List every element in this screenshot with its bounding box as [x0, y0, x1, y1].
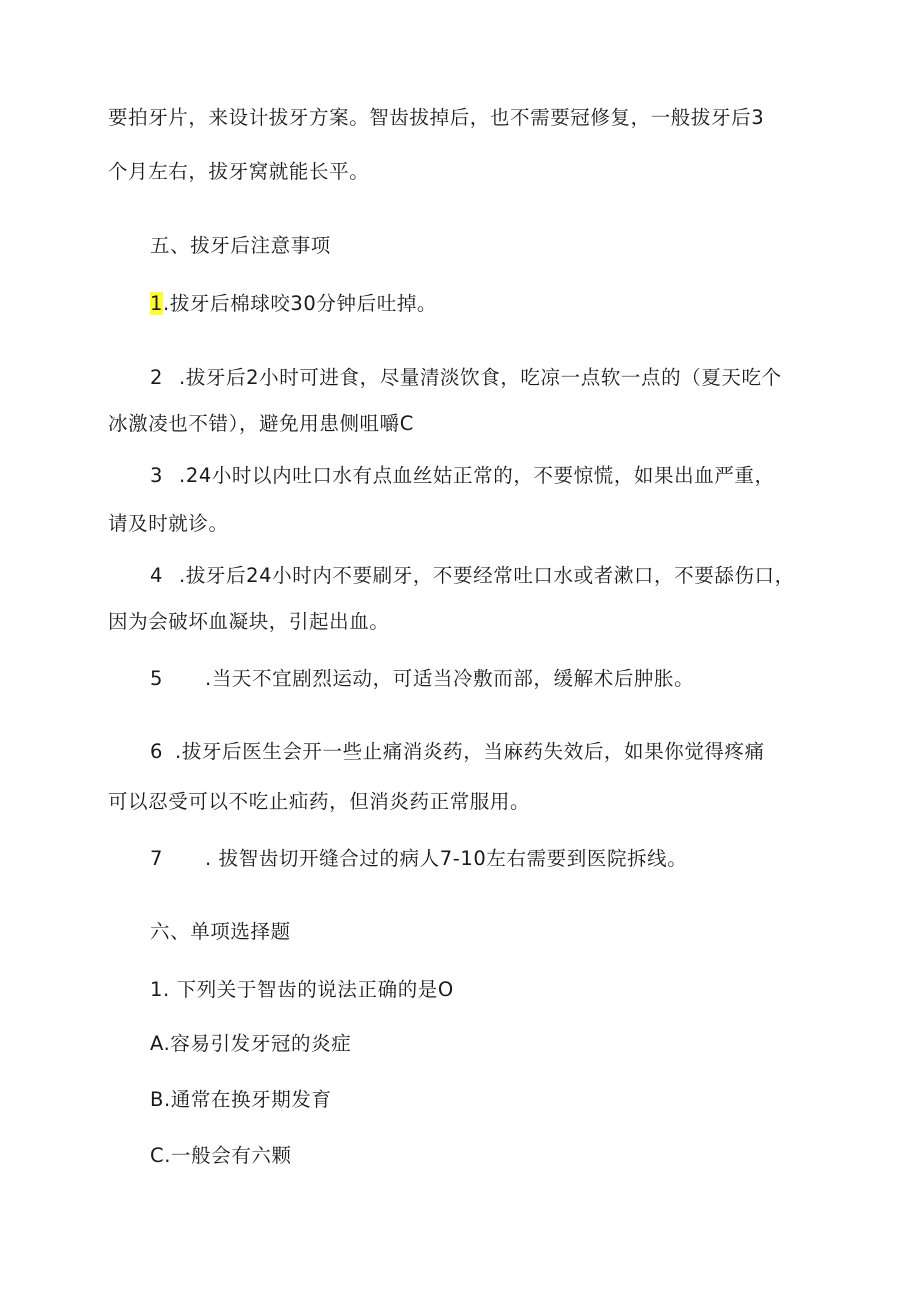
list-item-3 — [150, 462, 860, 490]
list-item-text: .拔牙后2小时可进食，尽量清淡饮食，吃凉一点软一点的（夏天吃个 — [179, 366, 782, 389]
list-item-2 — [150, 364, 860, 392]
list-item-4 — [150, 562, 860, 590]
section-heading-quiz: 六、单项选择题 — [150, 920, 291, 943]
section-heading-aftercare: 五、拔牙后注意事项 — [150, 234, 331, 257]
list-item-text: .当天不宜剧烈运动，可适当冷敷而部，缓解术后肿胀。 — [205, 667, 695, 690]
list-item-3-continued: 请及时就诊。 — [108, 512, 229, 535]
list-item-text: .24小时以内吐口水有点血丝姑正常的，不要惊慌，如果出血严重， — [179, 464, 775, 487]
list-item-number: 5 — [150, 667, 164, 690]
paragraph-line: 个月左右，拔牙窝就能长平。 — [108, 160, 370, 183]
list-item-6 — [150, 738, 860, 766]
list-item-7 — [150, 845, 860, 873]
list-item-number: 2 — [150, 366, 164, 389]
list-item-text: .拔牙后医生会开一些止痛消炎药，当麻药失效后，如果你觉得疼痛 — [175, 740, 765, 763]
highlighted-number: 1 — [150, 292, 164, 315]
list-item-text: . 拔智齿切开缝合过的病人7-10左右需要到医院拆线。 — [205, 847, 688, 870]
list-item-5 — [150, 665, 860, 693]
list-item-6-continued: 可以忍受可以不吃止疝药，但消炎药正常服用。 — [108, 790, 531, 813]
list-item-number: 4 — [150, 564, 164, 587]
quiz-option-c: C.一般会有六颗 — [150, 1144, 292, 1167]
quiz-question: 1. 下列关于智齿的说法正确的是O — [150, 978, 454, 1001]
quiz-option-b: B.通常在换牙期发育 — [150, 1088, 332, 1111]
list-item-text: .拔牙后棉球咬30分钟后吐掉。 — [163, 292, 438, 315]
list-item-number: 3 — [150, 464, 164, 487]
list-item-1 — [150, 290, 860, 318]
list-item-4-continued: 因为会破坏血凝块，引起出血。 — [108, 610, 390, 633]
list-item-number: 7 — [150, 847, 164, 870]
list-item-text: .拔牙后24小时内不要刷牙，不要经常吐口水或者漱口，不要舔伤口， — [179, 564, 795, 587]
quiz-option-a: A.容易引发牙冠的炎症 — [150, 1032, 352, 1055]
paragraph-line: 要拍牙片，来设计拔牙方案。智齿拔掉后，也不需要冠修复，一般拔牙后3 — [108, 106, 765, 129]
list-item-2-continued: 冰激凌也不错），避免用患侧咀嚼C — [108, 412, 414, 435]
list-item-number: 6 — [150, 740, 164, 763]
